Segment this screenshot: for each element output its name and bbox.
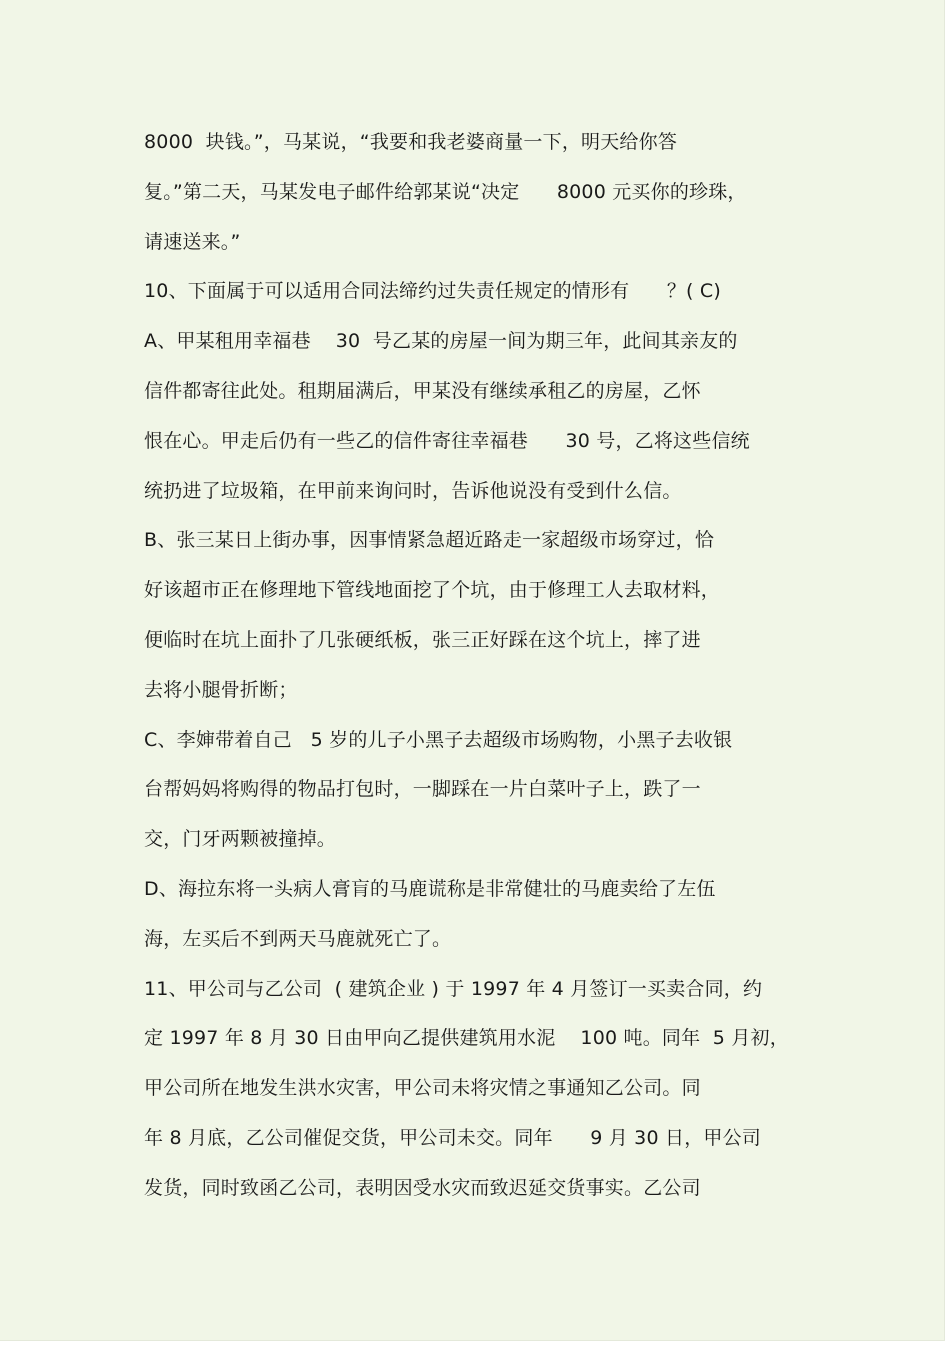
text-line: 去将小腿骨折断； <box>144 678 298 701</box>
question-11-stem: 11、甲公司与乙公司 ( 建筑企业 ) 于 1997 年 4 月签订一买卖合同，约 <box>144 977 763 1000</box>
text-line: 好该超市正在修理地下管线地面挖了个坑，由于修理工人去取材料， <box>144 579 721 602</box>
text-line: 便临时在坑上面扑了几张硬纸板，张三正好踩在这个坑上，摔了进 <box>144 628 701 651</box>
text-line: 交，门牙两颗被撞掉。 <box>144 828 337 851</box>
text-line: 统扔进了垃圾箱，在甲前来询问时，告诉他说没有受到什么信。 <box>144 479 682 502</box>
text-line: 发货，同时致函乙公司，表明因受水灾而致迟延交货事实。乙公司 <box>144 1176 701 1199</box>
question-10-stem: 10、下面属于可以适用合同法缔约过失责任规定的情形有 ？( C) <box>144 280 721 303</box>
text-line: 台帮妈妈将购得的物品打包时，一脚踩在一片白菜叶子上，跌了一 <box>144 778 701 801</box>
option-d-line: D、海拉东将一头病人膏肓的马鹿谎称是非常健壮的马鹿卖给了左伍 <box>144 877 716 900</box>
option-b-line: B、张三某日上街办事，因事情紧急超近路走一家超级市场穿过，恰 <box>144 529 715 552</box>
text-line: 定 1997 年 8 月 30 日由甲向乙提供建筑用水泥 100 吨。同年 5 月初， <box>144 1027 789 1050</box>
text-line: 复。”第二天，马某发电子邮件给郭某说“决定 8000 元买你的珍珠， <box>144 180 747 203</box>
option-c-line: C、李婶带着自己 5 岁的儿子小黑子去超级市场购物，小黑子去收银 <box>144 728 733 751</box>
document-body <box>144 122 834 1218</box>
text-line: 海，左买后不到两天马鹿就死亡了。 <box>144 927 452 950</box>
text-line: 信件都寄往此处。租期届满后，甲某没有继续承租乙的房屋，乙怀 <box>144 379 701 402</box>
text-line: 恨在心。甲走后仍有一些乙的信件寄往幸福巷 30 号，乙将这些信统 <box>144 429 750 452</box>
text-line: 甲公司所在地发生洪水灾害，甲公司未将灾情之事通知乙公司。同 <box>144 1077 701 1100</box>
text-line: 8000 块钱。”，马某说，“我要和我老婆商量一下，明天给你答 <box>144 131 678 153</box>
text-line: 请速送来。” <box>144 230 241 253</box>
option-a-line: A、甲某租用幸福巷 30 号乙某的房屋一间为期三年，此间其亲友的 <box>144 330 738 353</box>
text-line: 年 8 月底，乙公司催促交货，甲公司未交。同年 9 月 30 日，甲公司 <box>144 1126 761 1149</box>
